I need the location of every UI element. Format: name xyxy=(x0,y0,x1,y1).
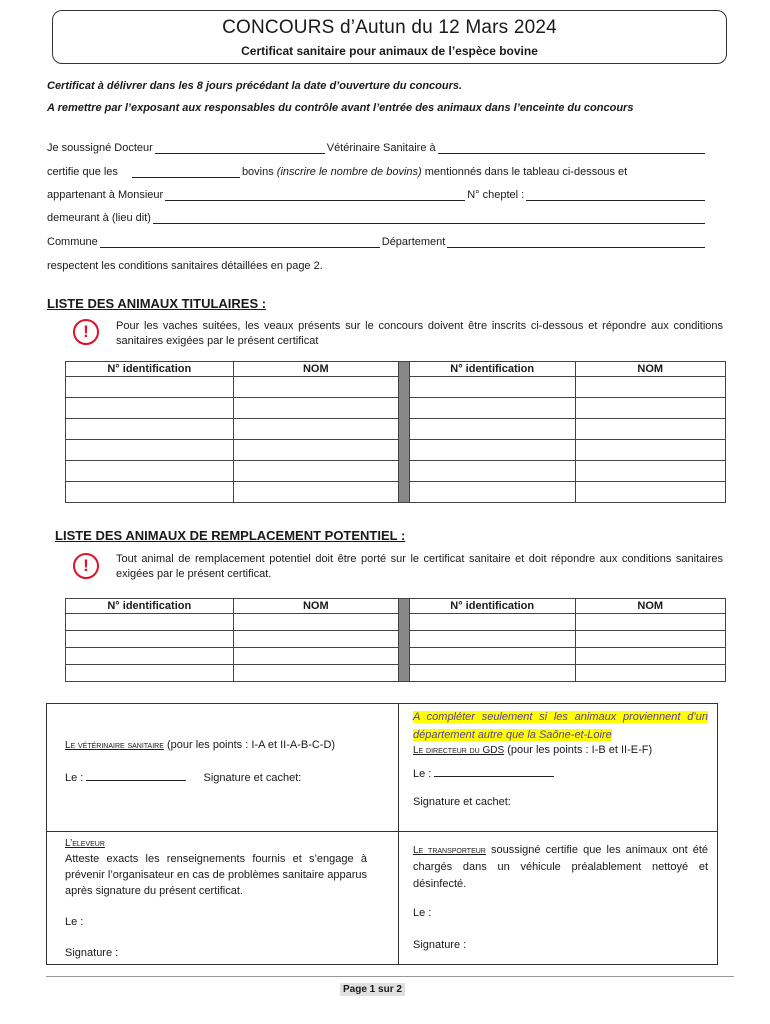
table-row xyxy=(66,419,726,440)
table-cell[interactable] xyxy=(575,482,726,503)
col-header-identification: N° identification xyxy=(66,599,234,614)
table-row xyxy=(66,398,726,419)
table-cell[interactable] xyxy=(66,614,234,631)
table-cell[interactable] xyxy=(66,461,234,482)
col-header-identification: N° identification xyxy=(409,362,575,377)
departement-field[interactable] xyxy=(447,237,705,248)
eleveur-text: Atteste exacts les renseignements fournis et s’engage à prévenir l’organisateur en cas de problèmes sanitaire apparus après signature du présent certificat. xyxy=(65,853,367,897)
form-line-commune xyxy=(47,236,707,248)
table-cell[interactable] xyxy=(66,398,234,419)
gds-date-row xyxy=(413,766,554,780)
transporteur-title: Le transporteur xyxy=(413,845,486,856)
form-line-certifie xyxy=(47,166,707,178)
cheptel-label: N° cheptel : xyxy=(467,189,525,201)
footer-rule xyxy=(46,976,734,977)
vet-date-field[interactable] xyxy=(86,770,186,781)
gds-points: (pour les points : I-B et II-E-F) xyxy=(507,744,653,756)
col-header-nom: NOM xyxy=(575,362,726,377)
col-header-nom: NOM xyxy=(575,599,726,614)
table-row xyxy=(66,665,726,682)
appartenant-label: appartenant à Monsieur xyxy=(47,189,164,201)
transporteur-text: soussigné certifie que les animaux ont été chargés dans un véhicule préalablement nettoyé et désinfecté. xyxy=(413,844,708,890)
table-remplacement xyxy=(65,598,726,682)
table-cell[interactable] xyxy=(233,398,398,419)
table-cell[interactable] xyxy=(233,419,398,440)
table-cell[interactable] xyxy=(233,665,398,682)
table-cell[interactable] xyxy=(233,377,398,398)
table-cell[interactable] xyxy=(409,461,575,482)
table-cell[interactable] xyxy=(233,614,398,631)
table-cell[interactable] xyxy=(575,614,726,631)
vet-date-row xyxy=(65,770,301,784)
page-title: CONCOURS d’Autun du 12 Mars 2024 xyxy=(222,17,557,38)
table-row xyxy=(66,631,726,648)
col-header-nom: NOM xyxy=(233,599,398,614)
page-subtitle: Certificat sanitaire pour animaux de l’espèce bovine xyxy=(241,44,538,58)
bovins-count-field[interactable] xyxy=(132,167,240,178)
table-row xyxy=(66,648,726,665)
vet-heading xyxy=(65,739,335,751)
commune-field[interactable] xyxy=(100,237,380,248)
table-separator xyxy=(398,362,409,503)
table-cell[interactable] xyxy=(575,648,726,665)
transporteur-text-block xyxy=(413,842,708,893)
signature-box-divider-horizontal xyxy=(47,831,717,832)
table-cell[interactable] xyxy=(66,665,234,682)
table-cell[interactable] xyxy=(575,631,726,648)
table-cell[interactable] xyxy=(233,631,398,648)
docteur-label: Je soussigné Docteur xyxy=(47,142,153,154)
transporteur-date-label: Le : xyxy=(413,907,432,919)
warning-text-titulaires: Pour les vaches suitées, les veaux présents sur le concours doivent être inscrits ci-dessous et répondre aux conditions sanitaires exigées par le présent certificat xyxy=(116,320,723,347)
table-cell[interactable] xyxy=(409,440,575,461)
section-title-titulaires: LISTE DES ANIMAUX TITULAIRES : xyxy=(47,296,267,311)
form-line-appartenant xyxy=(47,189,707,201)
eleveur-title: L’eleveur xyxy=(65,838,105,849)
table-cell[interactable] xyxy=(575,398,726,419)
eleveur-date-label: Le : xyxy=(65,916,84,928)
vet-points: (pour les points : I-A et II-A-B-C-D) xyxy=(166,739,336,751)
docteur-field[interactable] xyxy=(155,143,325,154)
col-header-identification: N° identification xyxy=(66,362,234,377)
signature-box xyxy=(46,703,718,965)
table-cell[interactable] xyxy=(66,440,234,461)
gds-heading xyxy=(413,744,652,756)
table-cell[interactable] xyxy=(66,419,234,440)
table-cell[interactable] xyxy=(409,377,575,398)
monsieur-field[interactable] xyxy=(165,190,465,201)
form-line-respectent xyxy=(47,260,707,272)
vet-title: Le vétérinaire sanitaire xyxy=(65,740,164,751)
table-header-row xyxy=(66,599,726,614)
table-cell[interactable] xyxy=(66,631,234,648)
gds-date-label: Le : xyxy=(413,768,432,780)
table-row xyxy=(66,440,726,461)
veterinaire-field[interactable] xyxy=(438,143,705,154)
transporteur-signature-label: Signature : xyxy=(413,939,467,951)
certifie-label: certifie que les xyxy=(47,166,118,178)
table-cell[interactable] xyxy=(409,419,575,440)
table-cell[interactable] xyxy=(233,461,398,482)
table-cell[interactable] xyxy=(409,631,575,648)
table-header-row xyxy=(66,362,726,377)
table-cell[interactable] xyxy=(409,665,575,682)
eleveur-heading xyxy=(65,837,105,849)
bovins-suffix: mentionnés dans le tableau ci-dessous et xyxy=(424,166,628,178)
warning-text-remplacement: Tout animal de remplacement potentiel doit être porté sur le certificat sanitaire et doit répondre aux conditions sanitaires exigées par le présent certificat. xyxy=(116,553,723,580)
table-cell[interactable] xyxy=(233,440,398,461)
title-box xyxy=(52,10,727,64)
bovins-label: bovins xyxy=(241,166,274,178)
table-cell[interactable] xyxy=(575,665,726,682)
table-cell[interactable] xyxy=(66,482,234,503)
form-line-demeurant xyxy=(47,212,707,224)
col-header-identification: N° identification xyxy=(409,599,575,614)
table-row xyxy=(66,482,726,503)
gds-note-text: A compléter seulement si les animaux proviennent d’un département autre que la Saône-et-Loire xyxy=(413,711,708,741)
veterinaire-label: Vétérinaire Sanitaire à xyxy=(326,142,436,154)
warning-icon: ! xyxy=(73,553,99,579)
gds-note xyxy=(413,707,708,743)
warning-icon: ! xyxy=(73,319,99,345)
form-line-docteur xyxy=(47,142,707,154)
eleveur-signature-label: Signature : xyxy=(65,947,119,959)
table-cell[interactable] xyxy=(66,377,234,398)
table-cell[interactable] xyxy=(409,648,575,665)
commune-label: Commune xyxy=(47,236,98,248)
intro-line-2: A remettre par l’exposant aux responsables du contrôle avant l’entrée des animaux dans l’enceinte du concours xyxy=(47,102,634,114)
table-cell[interactable] xyxy=(233,648,398,665)
table-row xyxy=(66,377,726,398)
section-title-remplacement: LISTE DES ANIMAUX DE REMPLACEMENT POTENTIEL : xyxy=(55,528,406,543)
vet-signature-label: Signature et cachet: xyxy=(203,772,302,784)
vet-date-label: Le : xyxy=(65,772,84,784)
signature-box-divider-vertical xyxy=(398,704,399,964)
gds-title: Le directeur du GDS xyxy=(413,745,505,756)
gds-date-field[interactable] xyxy=(434,766,554,777)
respectent-text: respectent les conditions sanitaires détaillées en page 2. xyxy=(47,260,323,272)
table-row xyxy=(66,614,726,631)
table-cell[interactable] xyxy=(575,377,726,398)
demeurant-label: demeurant à (lieu dit) xyxy=(47,212,151,224)
table-separator xyxy=(398,599,409,682)
table-cell[interactable] xyxy=(409,398,575,419)
table-cell[interactable] xyxy=(233,482,398,503)
departement-label: Département xyxy=(381,236,446,248)
gds-signature-label: Signature et cachet: xyxy=(413,796,511,808)
table-titulaires xyxy=(65,361,726,503)
table-cell[interactable] xyxy=(575,461,726,482)
table-cell[interactable] xyxy=(575,440,726,461)
bovins-hint: (inscrire le nombre de bovins) xyxy=(276,166,422,178)
cheptel-field[interactable] xyxy=(526,190,705,201)
table-cell[interactable] xyxy=(409,482,575,503)
demeurant-field[interactable] xyxy=(153,213,705,224)
table-cell[interactable] xyxy=(66,648,234,665)
table-cell[interactable] xyxy=(409,614,575,631)
page-number: Page 1 sur 2 xyxy=(340,983,405,996)
intro-line-1: Certificat à délivrer dans les 8 jours précédant la date d’ouverture du concours. xyxy=(47,80,463,92)
table-cell[interactable] xyxy=(575,419,726,440)
table-row xyxy=(66,461,726,482)
col-header-nom: NOM xyxy=(233,362,398,377)
